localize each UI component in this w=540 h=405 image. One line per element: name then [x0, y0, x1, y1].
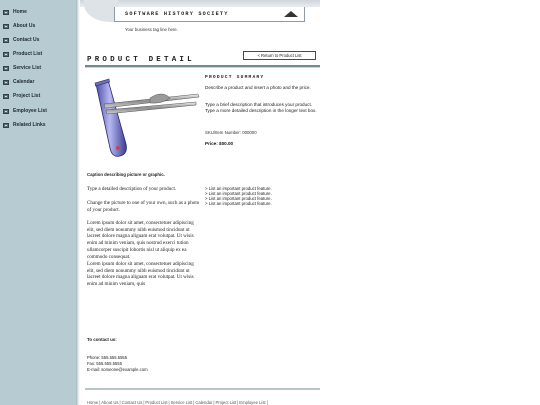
sidebar-item-label: Employee List — [13, 108, 47, 114]
footer-separator: | — [213, 400, 215, 405]
project-list-icon — [3, 94, 9, 99]
footer-separator: | — [266, 400, 268, 405]
footer-separator: | — [168, 400, 170, 405]
sidebar-item-contact-us[interactable] — [3, 35, 75, 45]
sidebar-item-label: Related Links — [13, 122, 46, 128]
sidebar-item-label: Project List — [13, 93, 41, 99]
description-paragraph: Lorem ipsum dolor sit amet, consectetuer adipiscing elit, sed diem nonummy nibh euismod tincidunt ut lacreet dolore magna aliguam erat volutpat. Ut wisis enim ad minim veniam, quis nostrud exerci tution ullamcorper suscipit lobortis nisl ut aliquip ex ea commodo consequat. — [87, 220, 194, 260]
summary-title: PRODUCT SUMMARY — [205, 75, 265, 80]
price: Price: $00.00 — [205, 141, 234, 146]
about-icon — [3, 24, 9, 29]
calendar-icon — [3, 80, 9, 85]
description-paragraph: Change the picture to one of your own, such as a photo of your product. — [87, 200, 200, 213]
sidebar-item-calendar[interactable] — [3, 77, 75, 87]
title-divider-shadow — [85, 67, 320, 68]
sidebar-edge — [76, 0, 80, 405]
sidebar-item-product-list[interactable] — [3, 49, 75, 59]
product-image — [90, 74, 202, 166]
triangle-logo-icon — [284, 11, 298, 17]
contact-fax: Fax: 555.555.5555 — [87, 361, 122, 366]
sidebar — [0, 0, 76, 405]
contact-icon — [3, 38, 9, 43]
sidebar-item-related-links[interactable] — [3, 120, 75, 130]
sidebar-item-home[interactable] — [3, 7, 75, 17]
sidebar-item-label: Calendar — [13, 79, 35, 85]
related-links-icon — [3, 123, 9, 128]
return-to-product-list-button[interactable]: < Return to Product List — [243, 51, 316, 60]
description-paragraph: Lorem ipsum dolor sit amet, consectetuer adipiscing elit, sed diem nonummy nibh euismod tincidunt ut lacreet dolore magna aliguam erat volutpat. Ut wisis enim ad minim veniam, quis — [87, 261, 194, 288]
footer-divider — [85, 388, 320, 390]
sidebar-item-project-list[interactable] — [3, 91, 75, 101]
footer-link-contact-us[interactable]: Contact Us — [121, 400, 143, 405]
sidebar-item-service-list[interactable] — [3, 63, 75, 73]
service-list-icon — [3, 66, 9, 71]
footer-link-about-us[interactable]: About Us — [101, 400, 119, 405]
employee-list-icon — [3, 109, 9, 114]
sidebar-item-label: Home — [13, 9, 27, 15]
sidebar-item-label: Service List — [13, 65, 42, 71]
footer-separator: | — [237, 400, 239, 405]
metal-tongs — [104, 94, 199, 114]
summary-intro: Describe a product and insert a photo and the price. — [205, 85, 311, 90]
test-tube — [95, 79, 126, 156]
sidebar-item-label: Contact Us — [13, 37, 40, 43]
sidebar-item-label: Product List — [13, 51, 43, 57]
feature-item: > List an important product feature. — [205, 191, 272, 197]
footer-link-employee-list[interactable]: Employee List — [239, 400, 266, 405]
footer-link-service-list[interactable]: Service List — [170, 400, 193, 405]
image-caption: Caption describing picture or graphic. — [87, 172, 165, 177]
footer-link-home[interactable]: Home — [87, 400, 99, 405]
site-header — [114, 7, 305, 22]
site-title: SOFTWARE HISTORY SOCIETY — [125, 11, 229, 17]
feature-item: > List an important product feature. — [205, 196, 272, 202]
sidebar-item-about-us[interactable] — [3, 21, 75, 31]
description-paragraph: Type a detailed description of your product. — [87, 186, 177, 192]
footer-link-calendar[interactable]: Calendar — [195, 400, 213, 405]
page-title: PRODUCT DETAIL — [87, 56, 195, 64]
footer-link-project-list[interactable]: Project List — [215, 400, 237, 405]
footer-link-product-list[interactable]: Product List — [145, 400, 168, 405]
header-curve — [84, 0, 118, 22]
feature-item: > List an important product feature. — [205, 186, 272, 191]
contact-email[interactable]: E-mail: someone@example.com — [87, 367, 148, 372]
footer-links — [87, 400, 269, 405]
footer-separator: | — [119, 400, 121, 405]
sidebar-item-label: About Us — [13, 23, 36, 29]
home-icon — [3, 10, 9, 15]
footer-separator: | — [143, 400, 145, 405]
sku-number: SKU/Item Number: 000000 — [205, 130, 257, 135]
contact-heading: To contact us: — [87, 337, 117, 342]
sidebar-item-employee-list[interactable] — [3, 106, 75, 116]
product-list-icon — [3, 52, 9, 57]
feature-list — [205, 186, 272, 206]
footer-separator: | — [99, 400, 101, 405]
footer-separator: | — [193, 400, 195, 405]
summary-description: Type a brief description that introduces your product. Type a more detailed description in the longer text box. — [205, 102, 317, 114]
contact-phone: Phone: 555.555.5555 — [87, 355, 128, 360]
tagline: Your business tag line here. — [125, 27, 178, 32]
feature-item: > List an important product feature. — [205, 201, 272, 207]
